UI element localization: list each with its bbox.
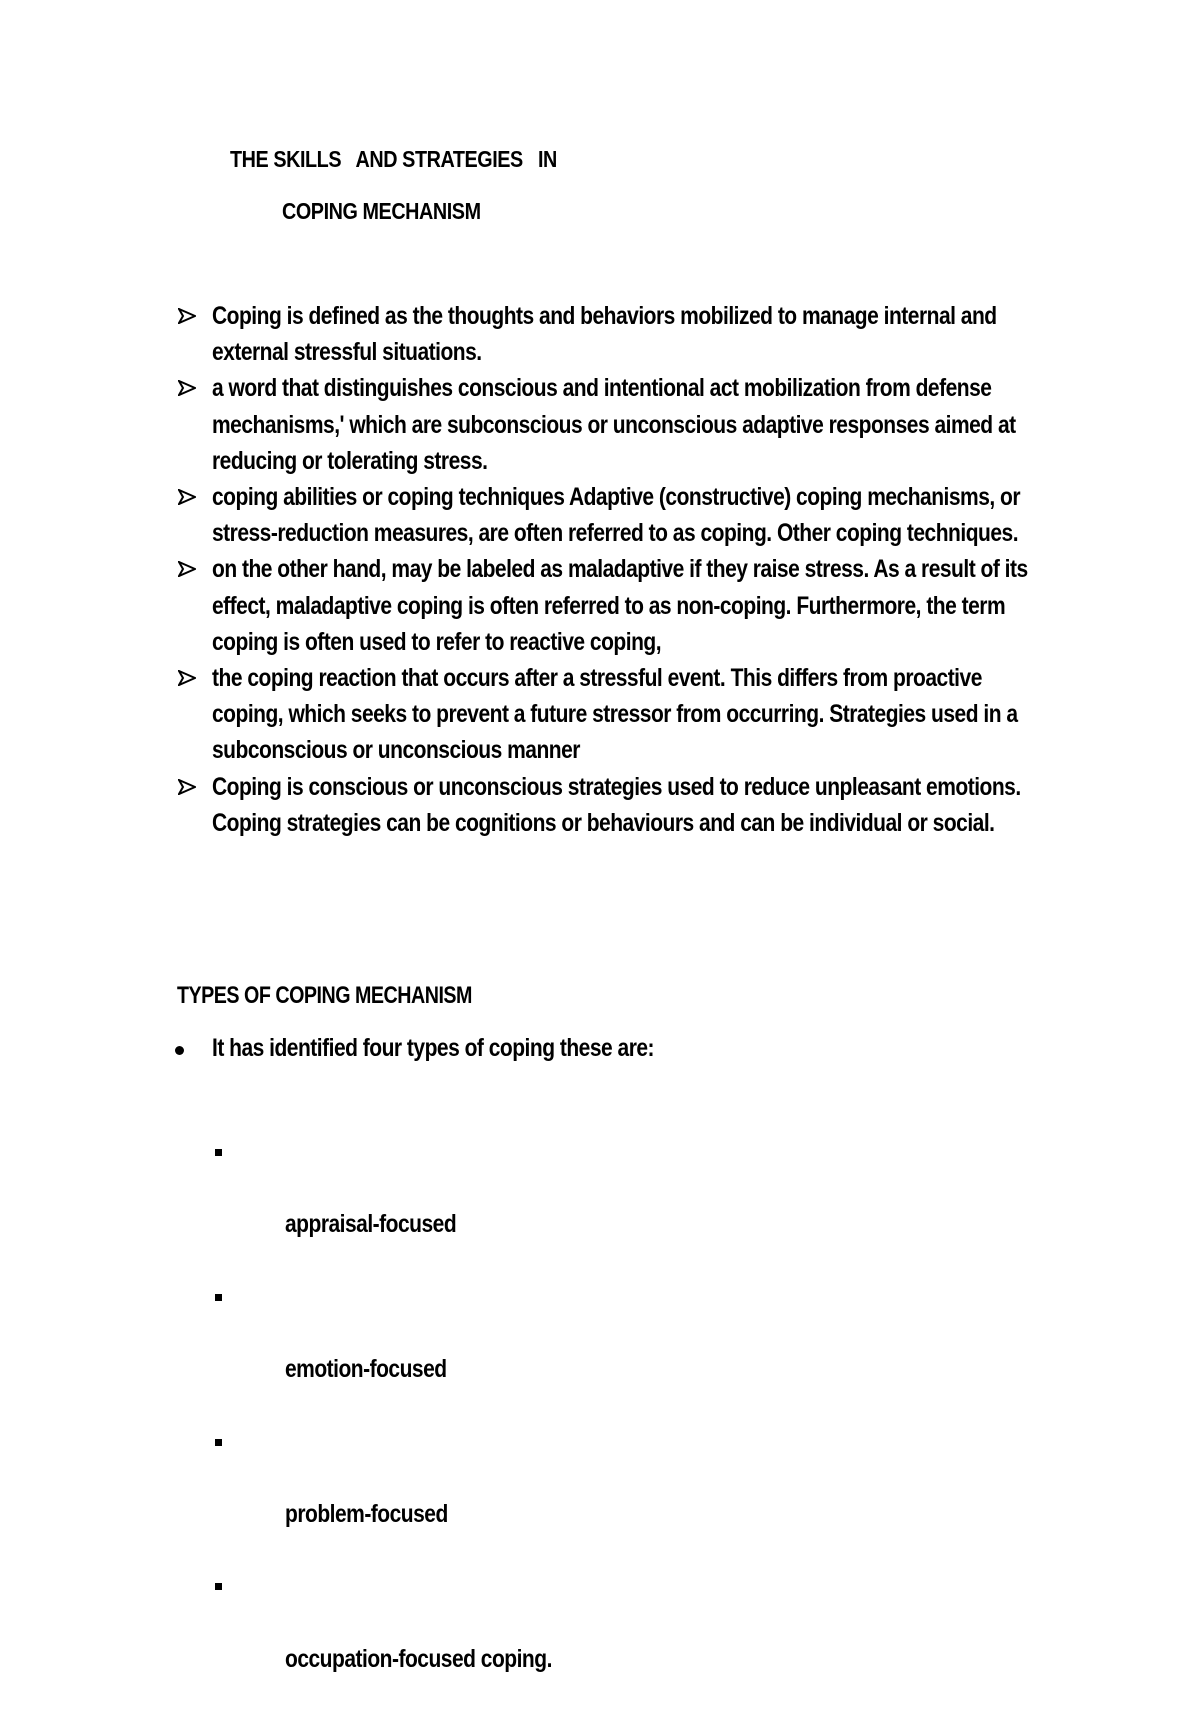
definition-list <box>178 298 1058 841</box>
list-item <box>178 479 1058 551</box>
list-item-text: the coping reaction that occurs after a stressful event. This differs from proactive coping, which seeks to prevent a future stressor from occurring. Strategies used in a subconscious or unconscious manner <box>212 664 1018 765</box>
coping-type-label: emotion-focused <box>285 1355 447 1384</box>
list-item-text: coping abilities or coping techniques Adaptive (constructive) coping mechanisms, or stress-reduction measures, are often referred to as coping. Other coping techniques. <box>212 483 1021 548</box>
arrowhead-bullet-icon <box>178 380 196 396</box>
section-heading-types: TYPES OF COPING MECHANISM <box>177 982 472 1009</box>
square-bullet-icon <box>215 1583 222 1590</box>
types-intro-text: It has identified four types of coping these are: <box>212 1034 655 1062</box>
list-item <box>213 1279 603 1424</box>
list-item <box>178 370 1058 479</box>
square-bullet-icon <box>215 1294 222 1301</box>
list-item-text: Coping is conscious or unconscious strategies used to reduce unpleasant emotions. Coping strategies can be cognitions or behaviours and can be individual or social. <box>212 772 1021 837</box>
coping-types-list <box>213 1134 603 1713</box>
list-item <box>178 298 1058 370</box>
list-item <box>178 660 1058 769</box>
arrowhead-bullet-icon <box>178 561 196 577</box>
coping-type-label: occupation-focused coping. <box>285 1644 552 1673</box>
list-item <box>178 769 1058 841</box>
coping-type-label: problem-focused <box>285 1500 448 1529</box>
list-item <box>178 551 1058 660</box>
list-item-text: a word that distinguishes conscious and intentional act mobilization from defense mechanisms,' which are subconscious or unconscious adaptive responses aimed at reducing or tolerating stress. <box>212 374 1016 475</box>
list-item-text: on the other hand, may be labeled as maladaptive if they raise stress. As a result of its effect, maladaptive coping is often referred to as non-coping. Furthermore, the term coping is often used to refer to reactive coping, <box>212 555 1028 656</box>
list-item-text: Coping is defined as the thoughts and behaviors mobilized to manage internal and external stressful situations. <box>212 302 997 367</box>
coping-type-label: appraisal-focused <box>285 1210 457 1239</box>
arrowhead-bullet-icon <box>178 489 196 505</box>
document-title-line-2: COPING MECHANISM <box>282 198 481 224</box>
document-title-line-1: THE SKILLS AND STRATEGIES IN <box>230 146 557 172</box>
list-item <box>213 1134 603 1279</box>
square-bullet-icon <box>215 1439 222 1446</box>
arrowhead-bullet-icon <box>178 670 196 686</box>
square-bullet-icon <box>215 1149 222 1156</box>
arrowhead-bullet-icon <box>178 308 196 324</box>
arrowhead-bullet-icon <box>178 779 196 795</box>
list-item <box>213 1568 603 1713</box>
round-bullet-icon <box>175 1046 184 1055</box>
list-item <box>213 1424 603 1569</box>
